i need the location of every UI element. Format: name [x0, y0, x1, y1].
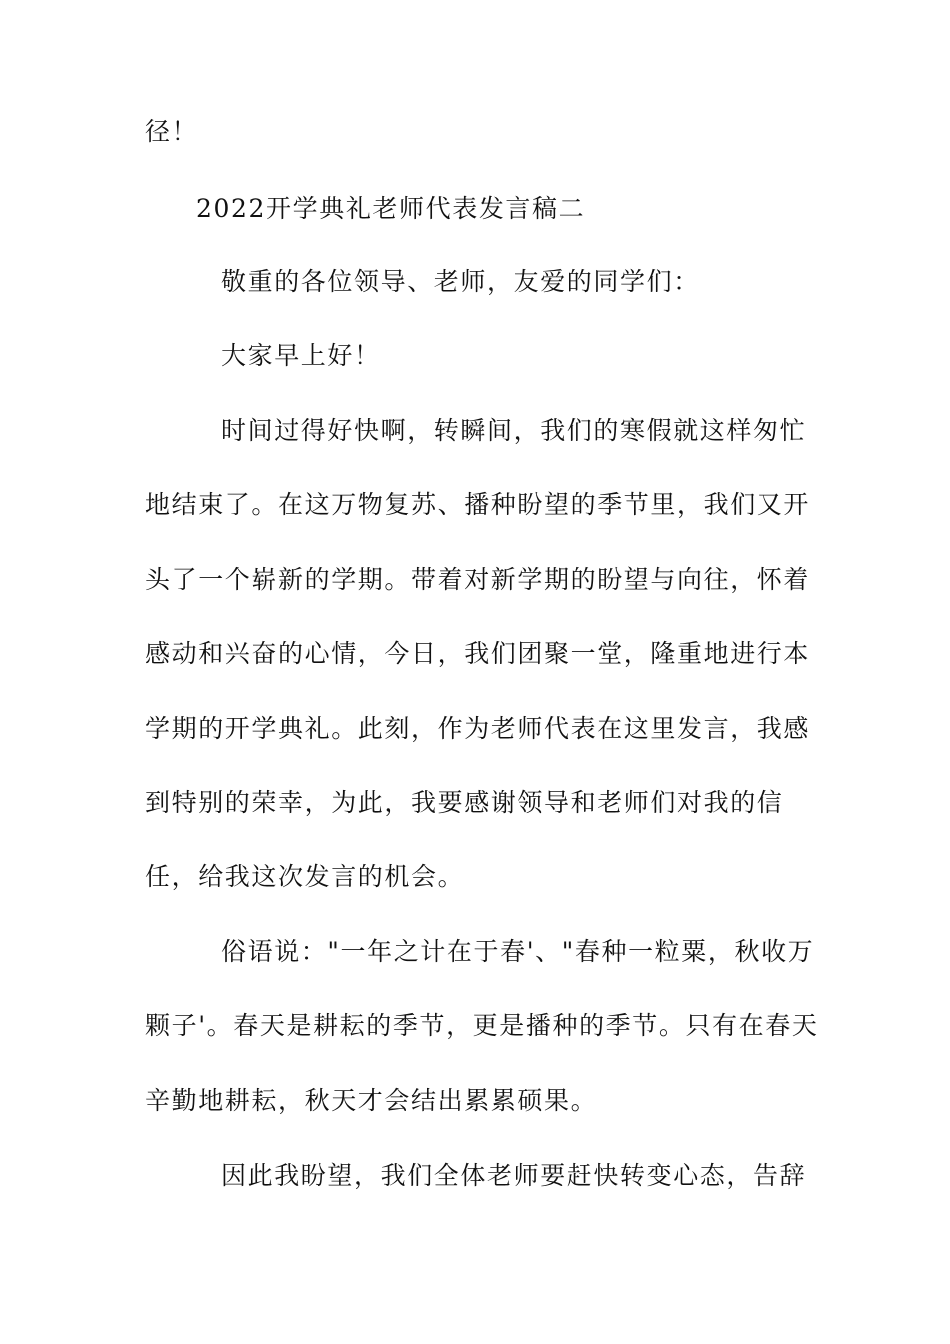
paragraph-line: 时间过得好快啊，转瞬间，我们的寒假就这样匆忙: [221, 416, 807, 445]
paragraph-line: 颗子'。春天是耕耘的季节，更是播种的季节。只有在春天: [145, 1011, 819, 1040]
paragraph-line: 俗语说："一年之计在于春'、"春种一粒粟，秋收万: [221, 937, 815, 966]
greeting-line: 大家早上好！: [221, 341, 381, 370]
paragraph-line: 辛勤地耕耘，秋天才会结出累累硕果。: [145, 1086, 598, 1115]
paragraph-line: 头了一个崭新的学期。带着对新学期的盼望与向往，怀着: [145, 565, 811, 594]
paragraph-line: 任，给我这次发言的机会。: [145, 862, 465, 891]
salutation-line: 敬重的各位领导、老师，友爱的同学们：: [221, 267, 700, 296]
paragraph-line: 因此我盼望，我们全体老师要赶快转变心态，告辞: [221, 1161, 807, 1190]
paragraph-line: 地结束了。在这万物复苏、播种盼望的季节里，我们又开: [145, 490, 811, 519]
section-title: 2022开学典礼老师代表发言稿二: [196, 194, 586, 223]
paragraph-line: 感动和兴奋的心情，今日，我们团聚一堂，隆重地进行本: [145, 639, 811, 668]
paragraph-line: 学期的开学典礼。此刻，作为老师代表在这里发言，我感: [145, 714, 811, 743]
paragraph-line: 到特别的荣幸，为此，我要感谢领导和老师们对我的信: [145, 788, 784, 817]
text-line-continuation: 径！: [145, 117, 199, 146]
